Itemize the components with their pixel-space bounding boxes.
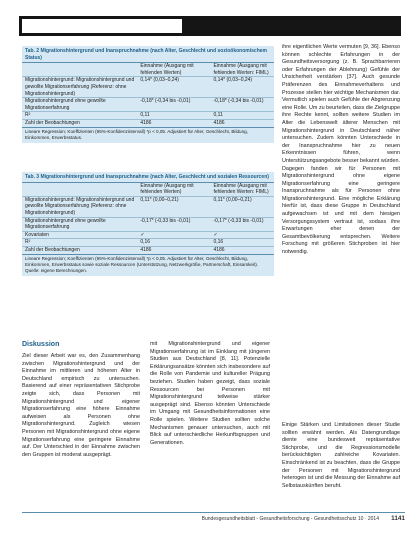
table-3-caption: Tab. 3 Migrationshintergrund und Inanspruchnahme (nach Alter, Geschlecht und sozialen Ressourcen) <box>25 174 269 180</box>
table-2-note: Lineare Regression; Koeffizienten (95%-Konfidenzintervall) *p < 0,05. Adjustiert für Alter, Geschlecht, Bildung, Einkommen, Erwerbsstatus. <box>25 128 248 140</box>
paragraph: mit Migrationshintergrund und eigener Migrationserfahrung ist im Einklang mit jüngeren Studien aus Deutschland [8, 11]. Potenzielle Erklärungsansätze könnten sich insbesondere auf die Rolle von Pandemie und kultureller Prägung beziehen. Studien haben gezeigt, dass soziale Ressourcen bei Personen mit Migrationshintergrund teilweise stärker ausgeprägt sind. Ebenso könnten Unterschiede im Umgang mit Gesundheitsinformationen eine Rolle spielen. Weitere Studien sollten solche Mechanismen genauer untersuchen, auch mit Blick auf unterschiedliche Herkunftsgruppen und Generationen. <box>150 341 270 446</box>
table-2 <box>22 46 274 143</box>
table-3-note-row <box>22 254 274 276</box>
table-3 <box>22 172 274 276</box>
table-cell: 0,11* (0,00–0,21) <box>140 196 179 203</box>
table-cell: Zahl der Beobachtungen <box>25 246 80 253</box>
table-3-note: Lineare Regression; Koeffizienten (95%-Konfidenzintervall) *p < 0,05. Adjustiert für Alter, Geschlecht, Bildung, Einkommen, Erwerbsstatus sowie soziale Ressourcen (Unterstützung, Netzwerkgröße, Partnerschaft, Einsamkeit). Quelle: eigene Berechnungen. <box>25 255 259 273</box>
table-row <box>22 196 274 217</box>
table-cell: 0,16 <box>140 239 151 246</box>
table-cell: 0,14* (0,03–0,24) <box>140 77 179 84</box>
section-heading-diskussion: Diskussion <box>22 341 60 348</box>
table-cell: 0,11* (0,00–0,21) <box>213 196 252 203</box>
paragraph: Ziel dieser Arbeit war es, den Zusammenhang zwischen Migrationshintergrund und der Einnahme im mittleren und höheren Alter in Deutschland empirisch zu untersuchen. Basierend auf einer repräsentativen Stichprobe zeigte sich, dass Personen mit Migrationshintergrund und eigener Migrationserfahrung eine höhere Einnahme aufweisen als Personen ohne Migrationshintergrund. Zugleich wiesen Personen mit Migrationshintergrund ohne eigene Migrationserfahrung eine geringere Einnahme auf. Der Unterschied in der Einnahme zwischen den Gruppen ist moderat ausgeprägt. <box>22 353 140 458</box>
table-cell: -0,18* (-0,34 bis -0,01) <box>140 98 191 105</box>
table-row <box>22 119 274 127</box>
table-row <box>22 246 274 254</box>
page-number: 1141 <box>391 515 405 522</box>
left-column-text <box>22 353 140 511</box>
table-cell: ✓ <box>213 231 218 238</box>
table-cell: 0,11 <box>213 112 223 119</box>
table-3-header-cell <box>22 183 137 196</box>
page-footer <box>22 514 405 526</box>
table-cell: Kovariaten <box>25 231 49 238</box>
table-cell: 0,14* (0,03–0,24) <box>213 77 253 84</box>
table-row <box>22 238 274 246</box>
table-cell: 4186 <box>213 119 225 126</box>
journal-header-bar <box>19 16 401 36</box>
right-column-top-text <box>282 44 400 334</box>
table-cell: 4186 <box>140 119 152 126</box>
table-3-header-cell: Einnahme (Ausgang mit fehlenden Werten: FIML) <box>213 182 269 196</box>
table-cell: -0,17* (-0,33 bis -0,01) <box>213 217 264 224</box>
table-cell: R² <box>25 239 31 246</box>
table-cell: 0,16 <box>213 239 224 246</box>
table-row <box>22 231 274 239</box>
table-row <box>22 217 274 231</box>
table-2-header-cell <box>22 63 137 76</box>
middle-column-text <box>150 341 270 511</box>
table-cell: 0,11 <box>140 112 150 119</box>
paragraph: ihre eigentlichen Werte vermuten [9, 36]. Ebenso können schlechte Erfahrungen in der Gesundheitsversorgung (z. B. Sprachbarrieren oder Erfahrungen der Ablehnung) Gefühle der Unsicherheit verstärken [37]. Auch gesunde Präferenzen des Einnahmeverhaltens und Prozesse stellen hier wichtige Mechanismen dar. Vermutlich spielen auch Gefühle der Abgrenzung eine Rolle. Um zu beurteilen, dass die Zielgruppe ihre Rechte kennt, sollten weitere Studien im Alter die Lebenswelt älterer Menschen mit Migrationshintergrund in Deutschland näher untersuchen. Zudem könnten Unterschiede in der Inanspruchnahme hier zu neuen Erkenntnissen führen, wenn Unterstützungsangebote besser bekannt würden. Dagegen fanden wir für Personen mit Migrationshintergrund ohne eigene Migrationserfahrung eine geringere Inanspruchnahme als für Personen ohne Migrationshintergrund. Eine mögliche Erklärung hierfür ist, dass diese Gruppe in Deutschland aufgewachsen ist und mit dem hiesigen Versorgungssystem vertraut ist, sodass ihre Erwartungen eher denen der Gesamtbevölkerung entsprechen. Weitere Forschung mit größeren Stichproben ist hier notwendig. <box>282 44 400 256</box>
table-cell: ✓ <box>140 231 145 238</box>
table-2-note-row <box>22 127 274 143</box>
table-cell: -0,18* (-0,34 bis -0,01) <box>213 98 264 105</box>
table-3-header-row <box>22 182 274 196</box>
table-cell: Migrationshintergrund: Migrationshintergrund und gewollte Migrationserfahrung (Referenz: ohne Migrationshintergrund) <box>25 196 135 216</box>
table-cell: Migrationshintergrund ohne gewollte Migrationserfahrung <box>25 98 106 111</box>
table-cell: Migrationshintergrund: Migrationshintergrund und gewollte Migrationserfahrung (Referenz: ohne Migrationshintergrund) <box>25 77 135 97</box>
table-3-header-cell: Einnahme (Ausgang mit fehlenden Werten) <box>140 182 194 196</box>
journal-citation: Bundesgesundheitsblatt - Gesundheitsforschung - Gesundheitsschutz 10 · 2014 <box>201 516 379 522</box>
header-cutout <box>22 19 182 33</box>
table-2-header-cell: Einnahme (Ausgang mit fehlenden Werten) <box>140 63 194 76</box>
table-cell: 4186 <box>213 246 225 253</box>
table-cell: -0,17* (-0,33 bis -0,01) <box>140 217 191 224</box>
table-cell: 4186 <box>140 246 152 253</box>
right-column-bottom-text <box>282 422 400 511</box>
table-cell: Zahl der Beobachtungen <box>25 119 80 126</box>
table-2-header-cell: Einnahme (Ausgang mit fehlenden Werten: FIML) <box>213 63 269 76</box>
table-row <box>22 76 274 97</box>
table-2-caption: Tab. 2 Migrationshintergrund und Inanspruchnahme (nach Alter, Geschlecht und sozioökonomischem Status) <box>25 48 267 61</box>
table-row <box>22 97 274 111</box>
table-cell: R² <box>25 112 31 119</box>
table-2-header-row <box>22 62 274 76</box>
table-cell: Migrationshintergrund ohne gewollte Migrationserfahrung <box>25 217 106 231</box>
table-row <box>22 111 274 119</box>
footer-rule <box>22 512 405 513</box>
paragraph: Einige Stärken und Limitationen dieser Studie sollten erwähnt werden. Als Datengrundlage diente eine bundesweit repräsentative Stichprobe, und die Regressionsmodelle berücksichtigten zahlreiche Kovariaten. Einschränkend ist zu beachten, dass die Gruppe der Personen mit Migrationshintergrund heterogen ist und die Messung der Einnahme auf Selbstauskünften beruht. <box>282 422 400 489</box>
